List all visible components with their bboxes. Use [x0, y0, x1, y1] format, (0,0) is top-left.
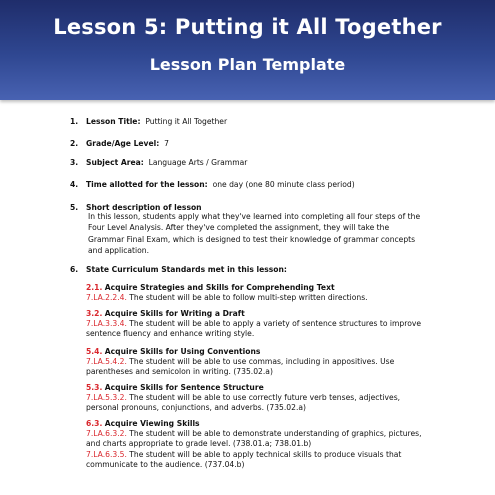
item-label: Subject Area: — [86, 158, 144, 167]
standard-block — [86, 419, 446, 470]
substandard-text: personal pronouns, conjunctions, and adverbs. (735.02.a) — [86, 403, 306, 413]
header-banner — [0, 0, 495, 100]
substandard-text: The student will be able to apply technical skills to produce visuals that — [129, 449, 402, 459]
item-number: 1. — [70, 117, 79, 126]
substandard-code: 7.LA.6.3.5. — [86, 449, 127, 459]
standard-title: Acquire Viewing Skills — [104, 419, 200, 428]
substandard-text: The student will be able to demonstrate understanding of graphics, pictures, — [129, 429, 422, 439]
substandard-text: The student will be able to apply a variety of sentence structures to improve — [129, 319, 422, 329]
standard-title: Acquire Skills for Writing a Draft — [104, 309, 245, 318]
description-paragraph — [88, 211, 443, 256]
substandard-text: The student will be able to use correctly future verb tenses, adjectives, — [129, 393, 401, 403]
item-label: Lesson Title: — [86, 117, 141, 126]
substandard-code: 7.LA.5.4.2. — [86, 357, 127, 367]
standard-code: 3.2. — [86, 309, 103, 318]
item-number: 3. — [70, 158, 79, 167]
standard-block — [86, 283, 446, 303]
substandard-text: The student will be able to follow multi-step written directions. — [129, 293, 368, 303]
substandard-text: parentheses and semicolon in writing. (735.02.a) — [86, 367, 273, 377]
standard-code: 6.3. — [86, 419, 103, 428]
item-value: one day (one 80 minute class period) — [212, 180, 355, 189]
description-line: In this lesson, students apply what they've learned into completing all four steps of the — [88, 212, 421, 221]
description-line: Four Level Analysis. After they've completed the assignment, they will take the — [88, 223, 390, 233]
item-value: Putting it All Together — [145, 117, 228, 126]
substandard-code: 7.LA.3.3.4. — [86, 319, 127, 329]
substandard-text: and charts appropriate to grade level. (738.01.a; 738.01.b) — [86, 439, 312, 449]
substandard-text: sentence fluency and enhance writing style. — [86, 329, 255, 339]
standard-title: Acquire Skills for Sentence Structure — [104, 383, 264, 392]
standard-block — [86, 383, 446, 414]
item-number: 2. — [70, 139, 79, 148]
item-number: 6. — [70, 265, 79, 274]
item-value: 7 — [164, 139, 169, 148]
substandard-code: 7.LA.2.2.4. — [86, 293, 127, 303]
standard-block — [86, 309, 446, 340]
standard-code: 5.3. — [86, 383, 103, 392]
substandard-text: The student will be able to use commas, including in appositives. Use — [129, 357, 395, 367]
item-number: 4. — [70, 180, 79, 189]
substandard-code: 7.LA.6.3.2. — [86, 429, 127, 439]
description-line: and application. — [88, 245, 150, 255]
page-title: Lesson 5: Putting it All Together — [53, 15, 442, 39]
item-label: Grade/Age Level: — [86, 139, 160, 148]
item-label: State Curriculum Standards met in this lesson: — [86, 265, 287, 274]
substandard-code: 7.LA.5.3.2. — [86, 393, 127, 403]
page-subtitle: Lesson Plan Template — [149, 55, 346, 74]
standard-title: Acquire Strategies and Skills for Comprehending Text — [104, 283, 335, 292]
standard-title: Acquire Skills for Using Conventions — [104, 347, 261, 356]
standard-block — [86, 347, 446, 378]
item-number: 5. — [70, 203, 79, 212]
substandard-text: communicate to the audience. (737.04.b) — [86, 459, 245, 469]
description-line: Grammar Final Exam, which is designed to test their knowledge of grammar concepts — [88, 234, 416, 244]
item-value: Language Arts / Grammar — [148, 158, 248, 167]
standard-code: 2.1. — [86, 283, 103, 292]
item-label: Time allotted for the lesson: — [86, 180, 208, 189]
item-label: Short description of lesson — [86, 203, 202, 212]
standard-code: 5.4. — [86, 347, 103, 356]
